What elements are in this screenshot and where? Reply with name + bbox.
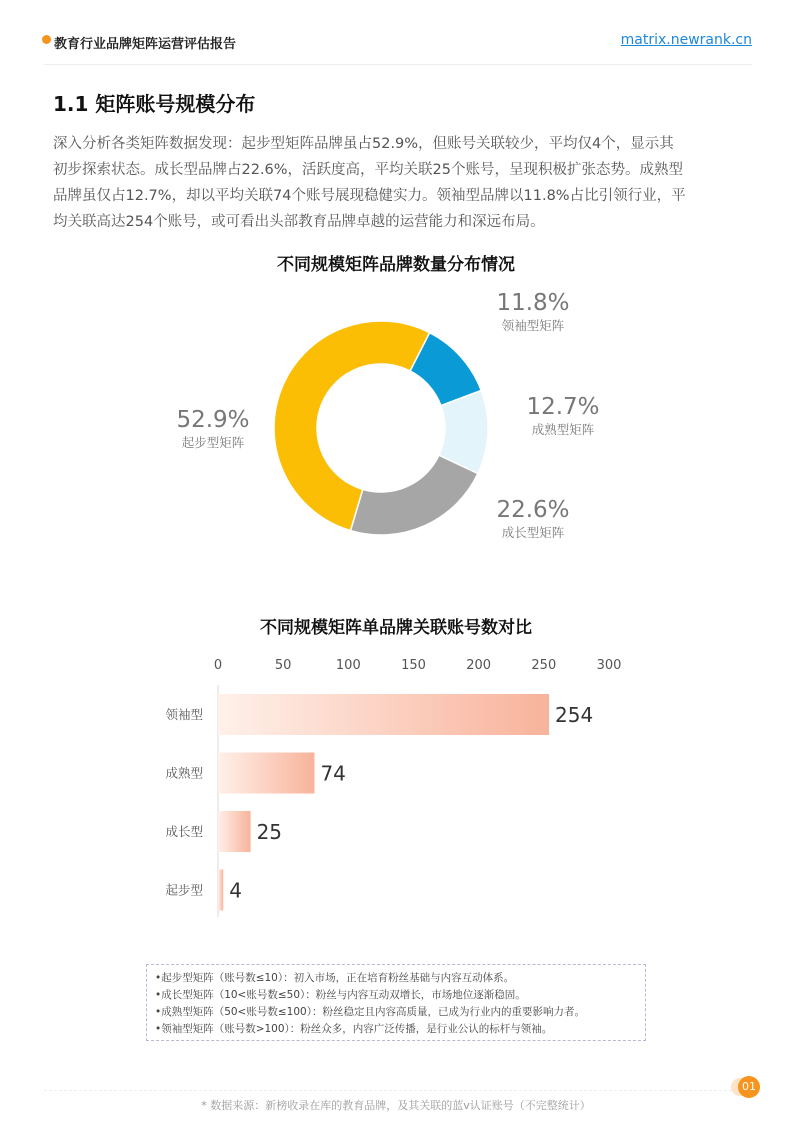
x-tick-label: 100 (335, 658, 361, 673)
category-label: 成熟型 (165, 765, 203, 781)
bar-value-label: 25 (256, 820, 283, 844)
page-header (44, 30, 752, 65)
bar-value-label: 74 (320, 761, 346, 786)
slice-category-label: 领袖型矩阵 (501, 318, 565, 333)
bar-chart-title: 不同规模矩阵单品牌关联账号数对比 (260, 618, 532, 638)
bar-value-label: 4 (229, 878, 242, 903)
x-tick-label: 0 (213, 658, 223, 673)
intro-line: 均关联高达254个账号，或可看出头部教育品牌卓越的运营能力和深远布局。 (53, 214, 545, 230)
bar (218, 753, 314, 794)
slice-value-label: 52.9% (176, 407, 250, 433)
bar-chart (0, 645, 792, 945)
slice-category-label: 成熟型矩阵 (531, 422, 595, 437)
slice-value-label: 22.6% (496, 497, 570, 523)
bar (218, 811, 251, 852)
bar-value-label: 254 (555, 703, 594, 727)
footer-divider (44, 1090, 752, 1091)
slice-value-label: 11.8% (496, 290, 570, 316)
slice-value-label: 12.7% (526, 394, 600, 420)
slice-category-label: 起步型矩阵 (181, 435, 245, 450)
intro-line: 初步探索状态。成长型品牌占22.6%，活跃度高，平均关联25个账号，呈现积极扩张态势。成熟型 (53, 162, 684, 178)
category-label: 领袖型 (165, 707, 203, 722)
bar (218, 694, 549, 735)
intro-paragraph (53, 131, 743, 235)
intro-line: 品牌虽仅占12.7%，却以平均关联74个账号展现稳健实力。领袖型品牌以11.8%占比引领行业，平 (53, 188, 686, 204)
x-tick-label: 200 (466, 658, 492, 673)
bar (218, 870, 223, 911)
report-title: 教育行业品牌矩阵运营评估报告 (54, 37, 237, 52)
category-label: 成长型 (165, 824, 203, 839)
x-tick-label: 50 (274, 658, 292, 673)
x-tick-label: 250 (531, 658, 557, 673)
intro-line: 深入分析各类矩阵数据发现：起步型矩阵品牌虽占52.9%，但账号关联较少，平均仅4个，显示其 (53, 136, 674, 152)
matrix-definition-box (146, 964, 646, 1041)
page-number: 01 (738, 1076, 760, 1098)
header-dot-icon (42, 35, 51, 44)
x-tick-label: 150 (401, 658, 426, 673)
x-tick-label: 300 (596, 658, 622, 673)
slice-category-label: 成长型矩阵 (501, 525, 565, 540)
definition-item: •领袖型矩阵（账号数>100）：粉丝众多，内容广泛传播，是行业公认的标杆与领袖。 (155, 1023, 553, 1035)
donut-chart (0, 280, 792, 570)
pie-slice (351, 455, 478, 535)
donut-chart-title: 不同规模矩阵品牌数量分布情况 (277, 255, 515, 275)
data-source-note: * 数据来源：新榜收录在库的教育品牌，及其关联的蓝v认证账号（不完整统计） (201, 1099, 591, 1112)
category-label: 起步型 (165, 882, 203, 898)
definition-item: •成熟型矩阵（50<账号数≤100）：粉丝稳定且内容高质量，已成为行业内的重要影响力者。 (155, 1006, 585, 1018)
section-title: 1.1 矩阵账号规模分布 (53, 92, 256, 116)
definition-item: •起步型矩阵（账号数≤10）：初入市场，正在培育粉丝基础与内容互动体系。 (155, 972, 515, 984)
site-link[interactable]: matrix.newrank.cn (620, 32, 752, 48)
definition-item: •成长型矩阵（10<账号数≤50）：粉丝与内容互动双增长，市场地位逐渐稳固。 (155, 989, 526, 1001)
